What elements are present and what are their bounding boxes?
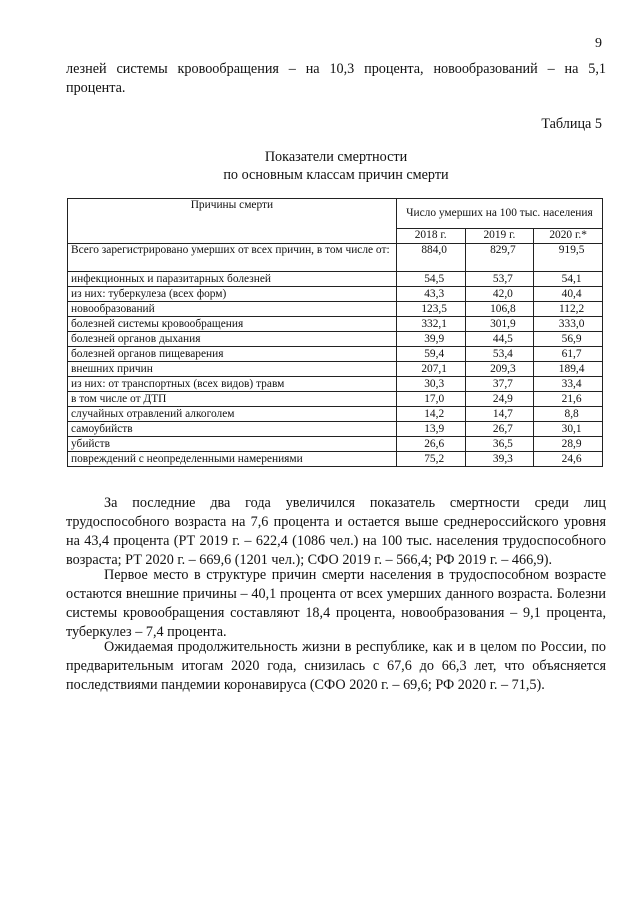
value-cell: 14,7	[465, 407, 534, 422]
table-row	[68, 347, 603, 362]
causes-column-header: Причины смерти	[68, 199, 397, 244]
cause-cell: болезней системы кровообращения	[68, 317, 397, 332]
intro-text: лезней системы кровообращения – на 10,3 процента, новообразований – на 5,1 процента.	[66, 61, 606, 96]
cause-cell: из них: от транспортных (всех видов) травм	[68, 377, 397, 392]
value-cell: 54,5	[396, 272, 465, 287]
cause-cell: случайных отравлений алкоголем	[68, 407, 397, 422]
value-cell: 54,1	[534, 272, 603, 287]
value-cell: 829,7	[465, 244, 534, 272]
value-cell: 28,9	[534, 437, 603, 452]
table-row	[68, 362, 603, 377]
cause-cell: болезней органов дыхания	[68, 332, 397, 347]
year-header-2018: 2018 г.	[396, 228, 465, 243]
table-row	[68, 437, 603, 452]
table-row	[68, 452, 603, 467]
value-cell: 209,3	[465, 362, 534, 377]
deaths-per-100k-header: Число умерших на 100 тыс. населения	[396, 199, 602, 229]
value-cell: 919,5	[534, 244, 603, 272]
body-paragraph: Ожидаемая продолжительность жизни в республике, как и в целом по России, по предварительным итогам 2020 года, снизилась с 67,6 до 66,3 лет, что объясняется последствиями пандемии коронавируса (СФО 2020 г. – 69,6; РФ 2020 г. – 71,5).	[66, 639, 606, 693]
value-cell: 26,7	[465, 422, 534, 437]
value-cell: 40,4	[534, 287, 603, 302]
table-row	[68, 422, 603, 437]
cause-cell: самоубийств	[68, 422, 397, 437]
value-cell: 123,5	[396, 302, 465, 317]
cause-cell: новообразований	[68, 302, 397, 317]
value-cell: 8,8	[534, 407, 603, 422]
body-paragraph: Первое место в структуре причин смерти населения в трудоспособном возрасте остаются внешние причины – 40,1 процента от всех умерших данного возраста. Болезни системы кровообращения составляют 18,4 процента, новообразования – 9,1 процента, туберкулез – 7,4 процента.	[66, 567, 606, 640]
table-row	[68, 332, 603, 347]
value-cell: 42,0	[465, 287, 534, 302]
value-cell: 59,4	[396, 347, 465, 362]
value-cell: 75,2	[396, 452, 465, 467]
body-paragraph: За последние два года увеличился показатель смертности среди лиц трудоспособного возраста на 7,6 процента и остается выше среднероссийского уровня на 43,4 процента (РТ 2019 г. – 622,4 (1086 чел.) на 100 тыс. населения трудоспособного возраста; РТ 2020 г. – 669,6 (1201 чел.); СФО 2019 г. – 566,4; РФ 2019 г. – 466,9).	[66, 495, 606, 568]
mortality-table	[67, 198, 603, 467]
table-title-line1: Показатели смертности	[264, 149, 408, 165]
table-row	[68, 392, 603, 407]
value-cell: 33,4	[534, 377, 603, 392]
value-cell: 24,9	[465, 392, 534, 407]
value-cell: 17,0	[396, 392, 465, 407]
table-row	[68, 377, 603, 392]
value-cell: 301,9	[465, 317, 534, 332]
cause-cell: инфекционных и паразитарных болезней	[68, 272, 397, 287]
table-row	[68, 272, 603, 287]
table-row	[68, 244, 603, 272]
table-title	[66, 148, 606, 184]
cause-cell: в том числе от ДТП	[68, 392, 397, 407]
value-cell: 39,9	[396, 332, 465, 347]
value-cell: 44,5	[465, 332, 534, 347]
cause-cell: из них: туберкулеза (всех форм)	[68, 287, 397, 302]
value-cell: 112,2	[534, 302, 603, 317]
table-row	[68, 407, 603, 422]
table-row	[68, 287, 603, 302]
value-cell: 106,8	[465, 302, 534, 317]
table-label: Таблица 5	[541, 116, 602, 132]
table-row	[68, 302, 603, 317]
value-cell: 43,3	[396, 287, 465, 302]
cause-cell: болезней органов пищеварения	[68, 347, 397, 362]
year-header-2020: 2020 г.*	[534, 228, 603, 243]
value-cell: 333,0	[534, 317, 603, 332]
year-header-2019: 2019 г.	[465, 228, 534, 243]
table-row	[68, 317, 603, 332]
page-number: 9	[595, 36, 602, 51]
cause-cell: внешних причин	[68, 362, 397, 377]
value-cell: 207,1	[396, 362, 465, 377]
value-cell: 26,6	[396, 437, 465, 452]
value-cell: 36,5	[465, 437, 534, 452]
value-cell: 13,9	[396, 422, 465, 437]
value-cell: 30,1	[534, 422, 603, 437]
value-cell: 30,3	[396, 377, 465, 392]
value-cell: 14,2	[396, 407, 465, 422]
table-title-line2: по основным классам причин смерти	[223, 167, 449, 183]
value-cell: 24,6	[534, 452, 603, 467]
value-cell: 61,7	[534, 347, 603, 362]
value-cell: 56,9	[534, 332, 603, 347]
value-cell: 332,1	[396, 317, 465, 332]
cause-cell: повреждений с неопределенными намерениями	[68, 452, 397, 467]
cause-cell: убийств	[68, 437, 397, 452]
value-cell: 884,0	[396, 244, 465, 272]
value-cell: 189,4	[534, 362, 603, 377]
value-cell: 21,6	[534, 392, 603, 407]
cause-cell: Всего зарегистрировано умерших от всех причин, в том числе от:	[68, 244, 397, 272]
value-cell: 53,7	[465, 272, 534, 287]
value-cell: 37,7	[465, 377, 534, 392]
value-cell: 39,3	[465, 452, 534, 467]
value-cell: 53,4	[465, 347, 534, 362]
